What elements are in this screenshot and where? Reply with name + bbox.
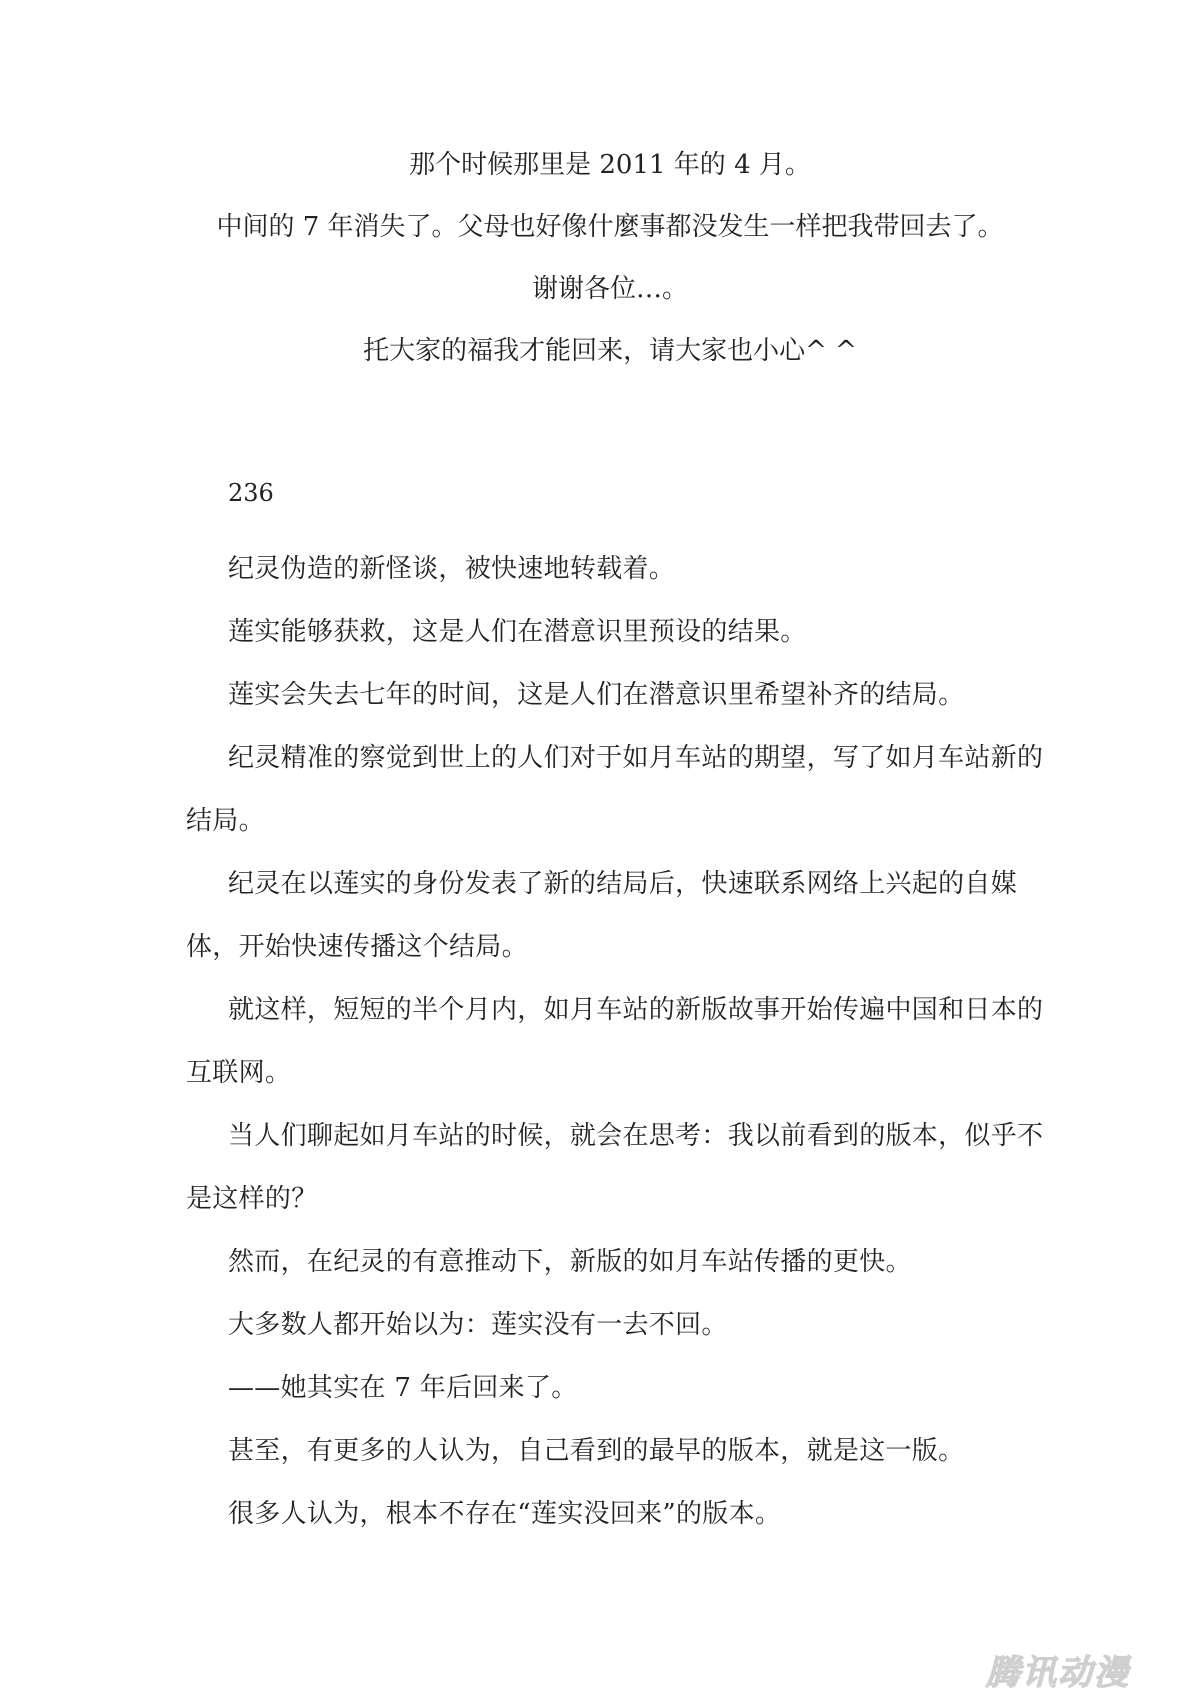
paragraph-10: ——她其实在 7 年后回来了。: [228, 1373, 578, 1403]
paragraph-3: 莲实会失去七年的时间，这是人们在潜意识里希望补齐的结局。: [228, 680, 965, 710]
paragraph-12: 很多人认为，根本不存在“莲实没回来”的版本。: [228, 1499, 782, 1529]
quoted-line-3: 谢谢各位…。: [531, 274, 688, 304]
paragraph-1: 纪灵伪造的新怪谈，被快速地转载着。: [228, 554, 676, 584]
paragraph-2: 莲实能够获救，这是人们在潜意识里预设的结果。: [228, 617, 807, 647]
paragraph-11: 甚至，有更多的人认为，自己看到的最早的版本，就是这一版。: [228, 1436, 965, 1466]
paragraph-4: 纪灵精准的察觉到世上的人们对于如月车站的期望，写了如月车站新的结局。: [186, 743, 1044, 836]
paragraph-6: 就这样，短短的半个月内，如月车站的新版故事开始传遍中国和日本的互联网。: [186, 995, 1044, 1088]
paragraph-7: 当人们聊起如月车站的时候，就会在思考：我以前看到的版本，似乎不是这样的？: [186, 1121, 1044, 1214]
quoted-line-4: 托大家的福我才能回来，请大家也小心^ ^: [363, 336, 857, 366]
paragraph-8: 然而，在纪灵的有意推动下，新版的如月车站传播的更快。: [228, 1247, 912, 1277]
watermark-logo: [986, 1645, 1186, 1693]
paragraph-5: 纪灵在以莲实的身份发表了新的结局后，快速联系网络上兴起的自媒体，开始快速传播这个结局。: [186, 869, 1018, 962]
quoted-line-1: 那个时候那里是 2011 年的 4 月。: [409, 150, 811, 180]
chapter-body: [186, 478, 1046, 1546]
watermark-text: 腾讯动漫: [986, 1653, 1130, 1693]
quoted-line-2: 中间的 7 年消失了。父母也好像什麼事都没发生一样把我带回去了。: [216, 212, 1004, 242]
paragraph-9: 大多数人都开始以为：莲实没有一去不回。: [228, 1310, 728, 1340]
section-number: 236: [228, 479, 274, 507]
quoted-post-block: [180, 150, 1040, 398]
